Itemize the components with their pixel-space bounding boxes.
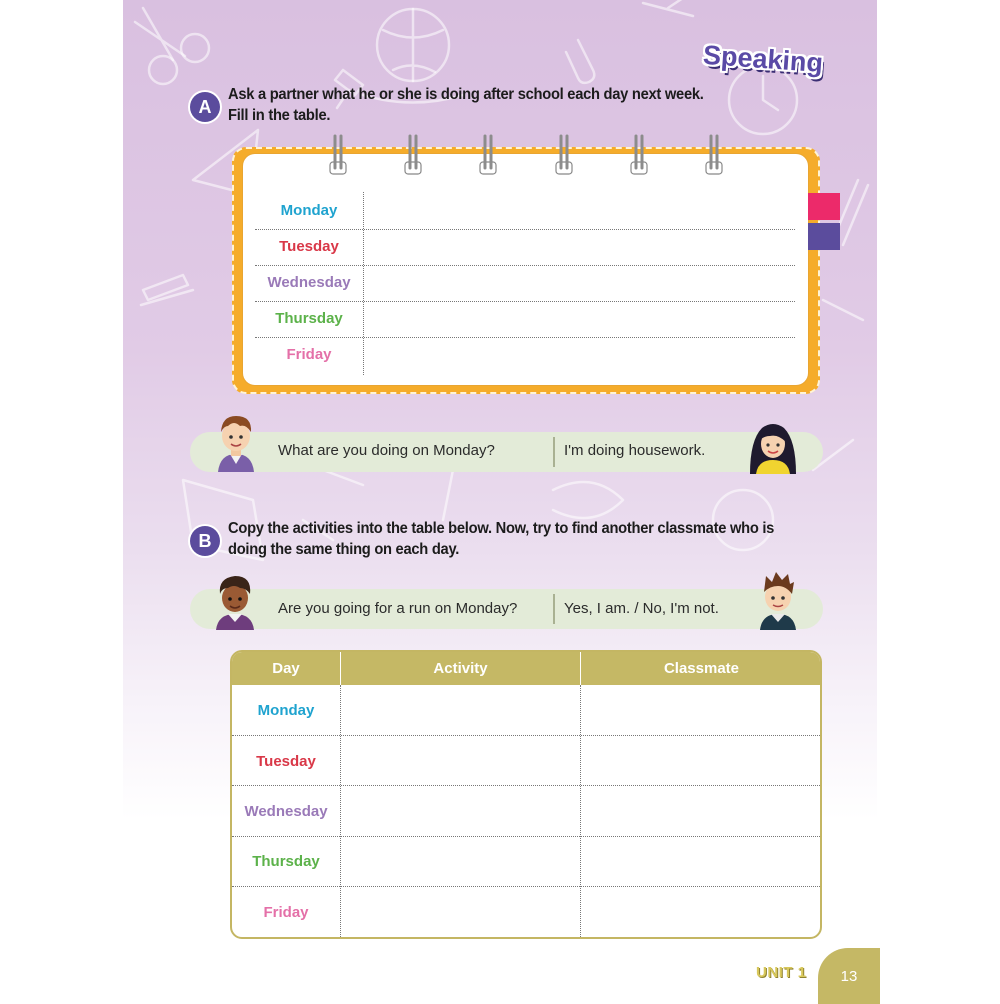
table-a-day-label: Wednesday bbox=[267, 273, 351, 291]
table-b-header-divider bbox=[580, 652, 581, 685]
binder-ring-icon bbox=[479, 134, 497, 176]
table-a-row-thursday bbox=[255, 300, 795, 336]
table-b-activity-cell[interactable] bbox=[340, 736, 580, 786]
table-b-activity-cell[interactable] bbox=[340, 685, 580, 735]
table-b-row-thursday bbox=[232, 836, 820, 886]
boy-spiky-avatar-icon bbox=[754, 570, 802, 630]
table-b-row-friday bbox=[232, 887, 820, 937]
instruction-b bbox=[228, 518, 774, 560]
badge-b: B bbox=[190, 526, 220, 556]
table-a-day-label: Tuesday bbox=[279, 237, 339, 255]
binder-ring-icon bbox=[705, 134, 723, 176]
badge-a: A bbox=[190, 92, 220, 122]
binder-ring-icon bbox=[630, 134, 648, 176]
notebook-tab-purple bbox=[808, 223, 840, 250]
boy-curly-avatar-icon bbox=[210, 570, 260, 630]
table-b-classmate-cell[interactable] bbox=[581, 836, 821, 886]
table-b-header-classmate: Classmate bbox=[663, 660, 740, 677]
instruction-a-line1: Ask a partner what he or she is doing after school each day next week. bbox=[228, 86, 704, 103]
boy-avatar-icon bbox=[210, 410, 262, 472]
unit-label: UNIT 1 bbox=[756, 964, 807, 981]
table-b-classmate-cell[interactable] bbox=[581, 786, 821, 836]
table-a-day-label: Monday bbox=[280, 201, 338, 219]
binder-ring-icon bbox=[555, 134, 573, 176]
dialogue-b-question: Are you going for a run on Monday? bbox=[278, 600, 518, 617]
table-b-header-divider bbox=[340, 652, 341, 685]
dialogue-b-separator bbox=[553, 594, 555, 624]
table-a-day-label: Friday bbox=[286, 345, 332, 363]
table-b-day-label: Monday bbox=[257, 701, 315, 719]
binder-ring-icon bbox=[329, 134, 347, 176]
table-b-header-day: Day bbox=[272, 660, 300, 677]
table-b-activity-cell[interactable] bbox=[340, 836, 580, 886]
table-a-answer-cell[interactable] bbox=[363, 300, 795, 336]
instruction-a-line2: Fill in the table. bbox=[228, 107, 331, 124]
instruction-b-line1: Copy the activities into the table below. Now, try to find another classmate who is bbox=[228, 520, 775, 537]
table-b-classmate-cell[interactable] bbox=[581, 685, 821, 735]
table-b-activity-cell[interactable] bbox=[340, 887, 580, 937]
table-b-row-tuesday bbox=[232, 736, 820, 786]
table-b-day-label: Wednesday bbox=[244, 802, 328, 820]
dialogue-a-question: What are you doing on Monday? bbox=[278, 442, 495, 459]
table-b bbox=[230, 650, 822, 939]
table-b-column-divider bbox=[340, 685, 341, 939]
table-a-row-wednesday bbox=[255, 264, 795, 300]
dialogue-a-separator bbox=[553, 437, 555, 467]
table-b-row-wednesday bbox=[232, 786, 820, 836]
table-a-answer-cell[interactable] bbox=[363, 228, 795, 264]
dialogue-a-answer: I'm doing housework. bbox=[564, 442, 706, 459]
dialogue-b-answer: Yes, I am. / No, I'm not. bbox=[564, 600, 719, 617]
table-b-activity-cell[interactable] bbox=[340, 786, 580, 836]
table-a-row-friday bbox=[255, 336, 795, 372]
table-a-row-monday bbox=[255, 192, 795, 228]
table-a-answer-cell[interactable] bbox=[363, 192, 795, 228]
table-b-column-divider bbox=[580, 685, 581, 939]
instruction-b-line2: doing the same thing on each day. bbox=[228, 541, 460, 558]
table-b-row-monday bbox=[232, 685, 820, 735]
notebook-tab-pink bbox=[808, 193, 840, 220]
table-b-day-label: Thursday bbox=[252, 852, 320, 870]
table-a-row-tuesday bbox=[255, 228, 795, 264]
binder-ring-icon bbox=[404, 134, 422, 176]
table-b-header-activity: Activity bbox=[433, 660, 488, 677]
girl-avatar-icon bbox=[744, 420, 802, 474]
table-b-day-label: Tuesday bbox=[256, 752, 316, 770]
table-a-answer-cell[interactable] bbox=[363, 336, 795, 372]
instruction-a bbox=[228, 84, 704, 126]
table-a-day-label: Thursday bbox=[275, 309, 343, 327]
table-a-column-divider bbox=[363, 192, 364, 375]
table-a-answer-cell[interactable] bbox=[363, 264, 795, 300]
table-b-classmate-cell[interactable] bbox=[581, 887, 821, 937]
table-b-day-label: Friday bbox=[263, 903, 309, 921]
page-number: 13 bbox=[818, 948, 880, 1004]
section-title-speaking: Speaking bbox=[702, 39, 824, 79]
table-b-classmate-cell[interactable] bbox=[581, 736, 821, 786]
